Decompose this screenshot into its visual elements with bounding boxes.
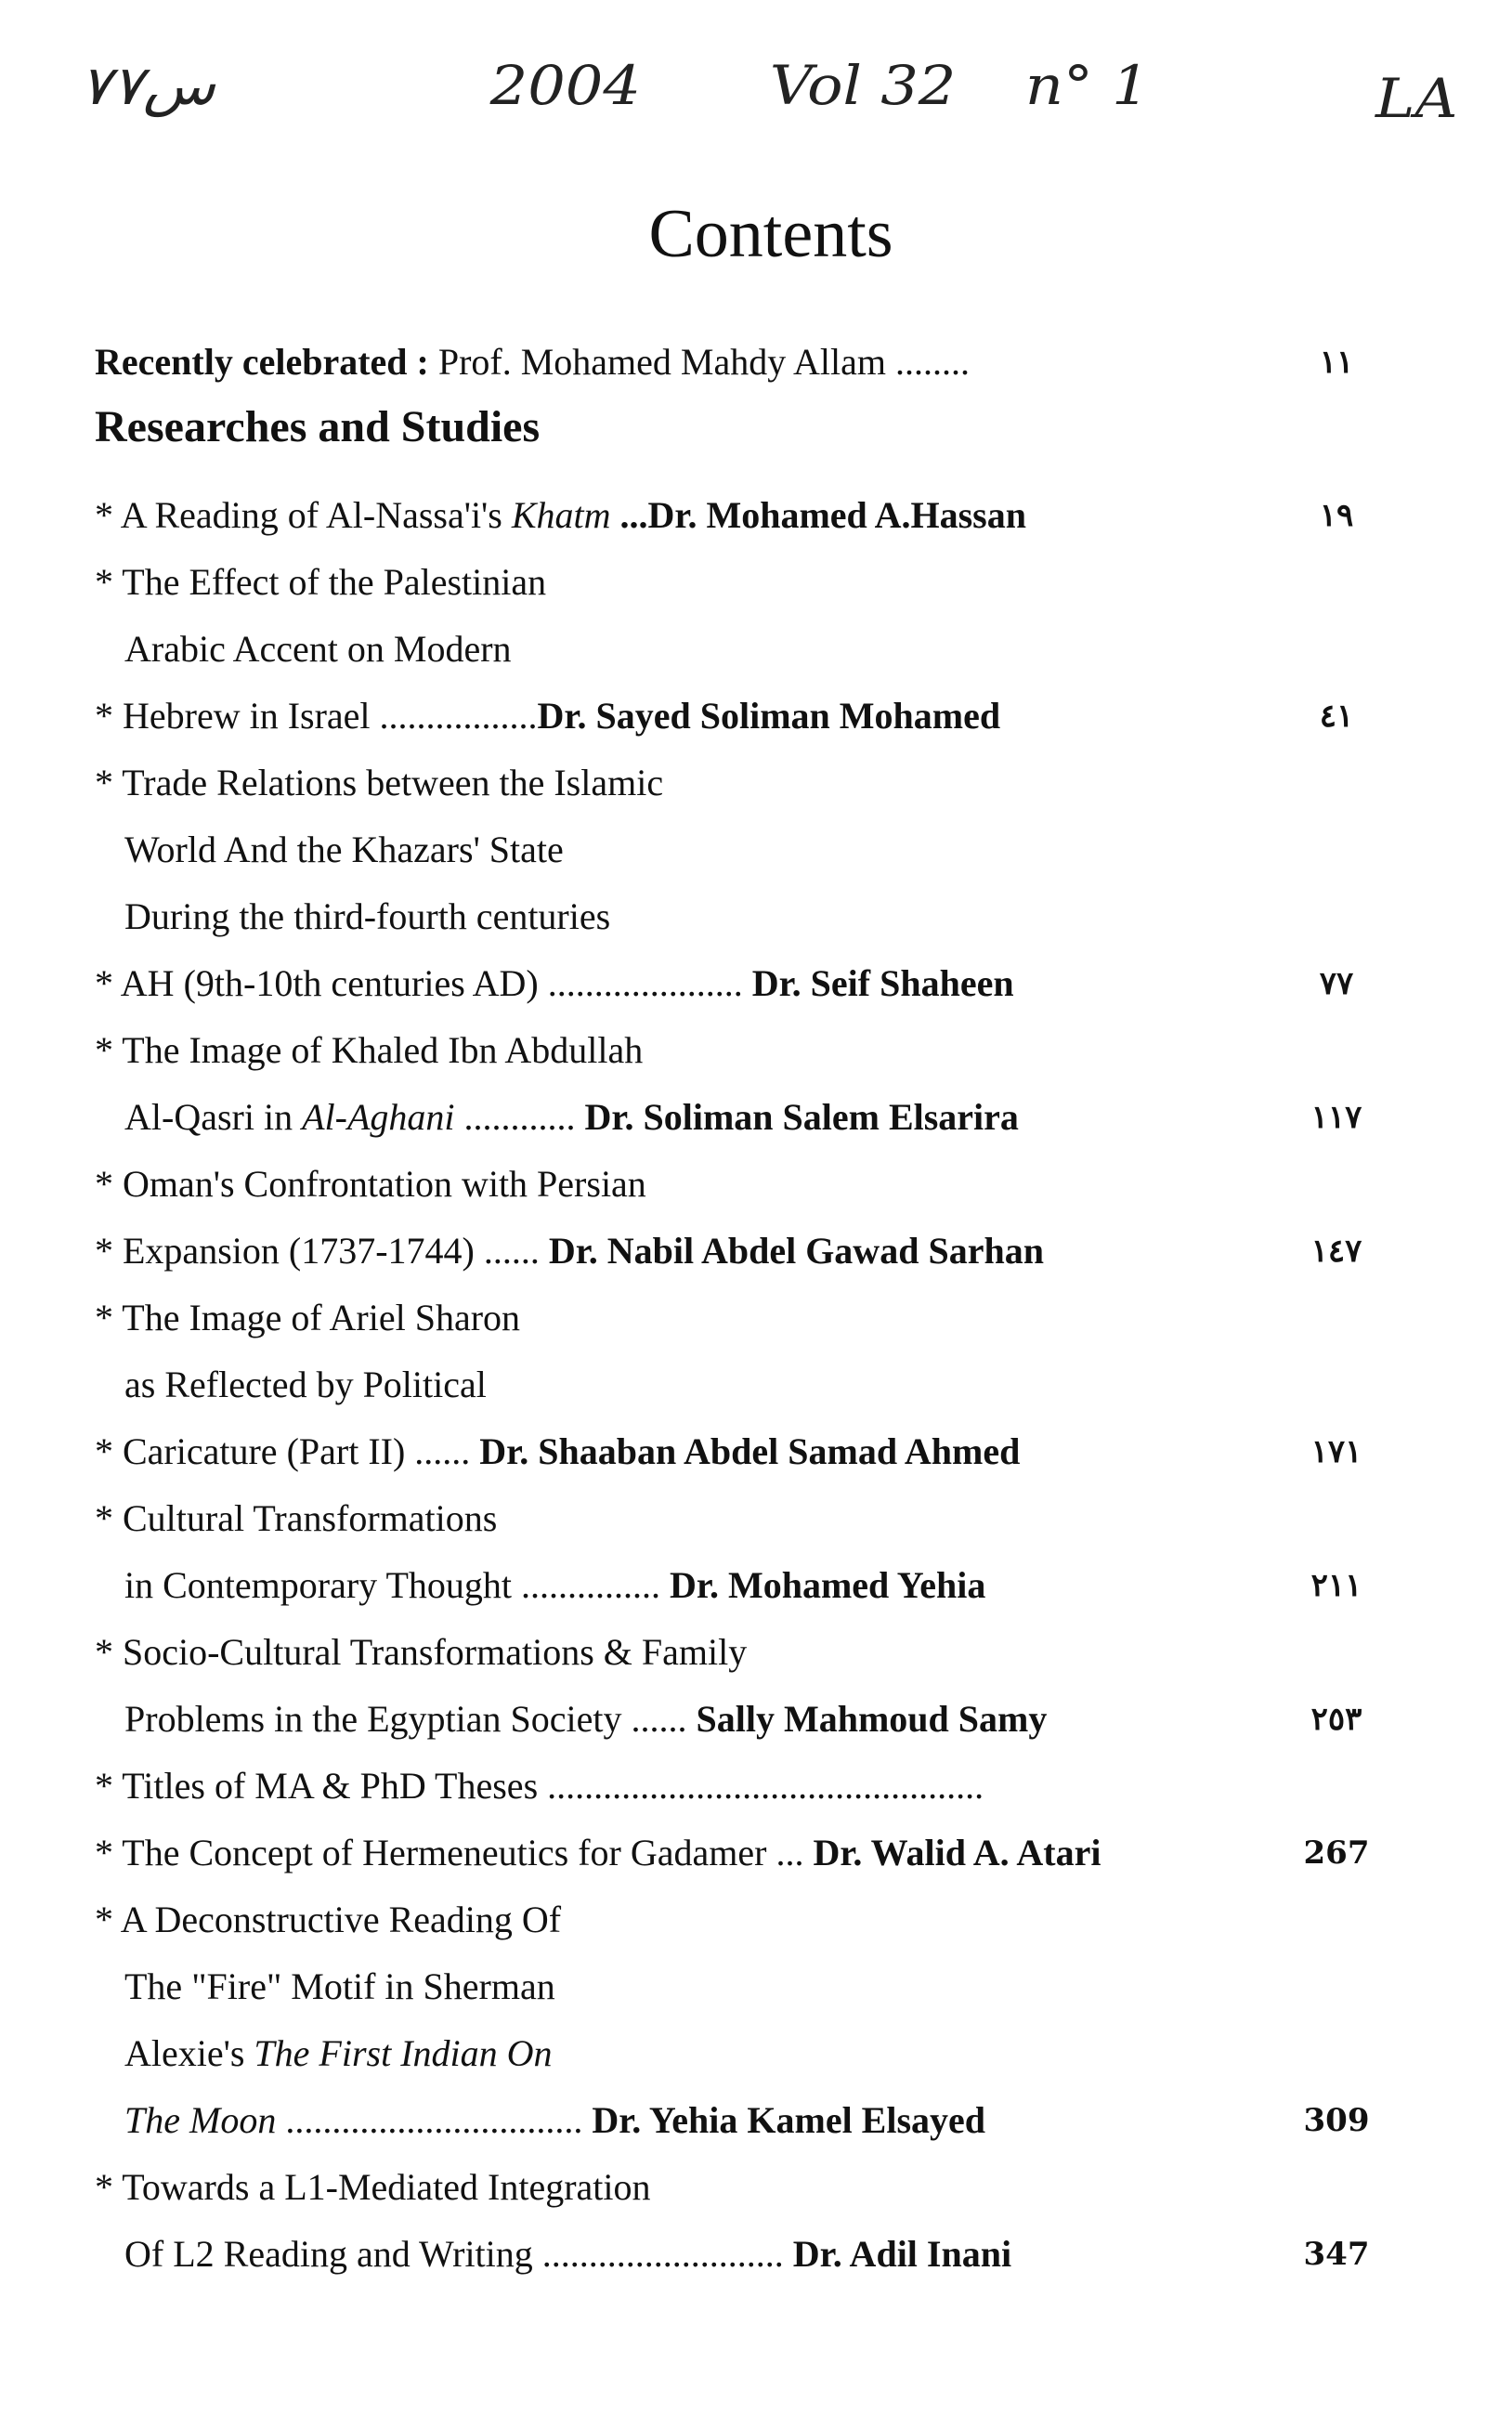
toc-entry-text bbox=[95, 956, 1014, 1012]
toc-entry-text bbox=[95, 399, 540, 457]
toc-entry-text bbox=[95, 1625, 747, 1680]
toc-entry-text bbox=[124, 2093, 985, 2148]
toc-row bbox=[95, 1023, 1395, 1078]
toc-row bbox=[95, 1156, 1395, 1212]
toc-row bbox=[95, 956, 1395, 1012]
toc-entry-text bbox=[124, 621, 512, 677]
toc-text-run: Prof. Mohamed Mahdy Allam ........ bbox=[437, 341, 971, 383]
toc-text-run: * Hebrew in Israel ................. bbox=[95, 695, 538, 737]
toc-text-run: ...Dr. Mohamed A.Hassan bbox=[610, 494, 1026, 536]
toc-entry-text bbox=[95, 555, 546, 610]
toc-page-number: ١١ bbox=[1319, 344, 1354, 381]
toc-page-number: ٢٥٣ bbox=[1310, 1701, 1362, 1738]
toc-text-run: * Oman's Confrontation with Persian bbox=[95, 1163, 646, 1205]
toc-row bbox=[95, 2093, 1395, 2148]
toc-entry-text bbox=[124, 2226, 1011, 2282]
toc-entry-text bbox=[95, 688, 1000, 744]
handwritten-note-code: س٧٧ bbox=[79, 54, 215, 117]
toc-text-run: ............ bbox=[454, 1096, 585, 1138]
toc-row bbox=[95, 755, 1395, 811]
toc-entry-text bbox=[95, 1156, 646, 1212]
toc-entry-text bbox=[95, 1023, 643, 1078]
toc-row bbox=[95, 1758, 1395, 1814]
toc-text-run: Dr. Yehia Kamel Elsayed bbox=[592, 2099, 986, 2141]
toc-entry-text bbox=[95, 1290, 520, 1346]
toc-text-run: * The Image of Ariel Sharon bbox=[95, 1297, 521, 1338]
toc-entry-text bbox=[95, 334, 970, 390]
toc-entry-text bbox=[124, 1558, 985, 1613]
toc-row bbox=[95, 1825, 1395, 1881]
toc-text-run: * The Effect of the Palestinian bbox=[95, 561, 547, 603]
toc-text-run: Dr. Adil Inani bbox=[792, 2233, 1012, 2275]
toc-text-run: Al-Aghani bbox=[302, 1096, 455, 1138]
toc-row bbox=[95, 688, 1395, 744]
toc-row bbox=[95, 1223, 1395, 1279]
toc-entry-text bbox=[95, 1424, 1020, 1480]
toc-entry-text bbox=[124, 2026, 553, 2082]
toc-text-run: as Reflected by Political bbox=[124, 1364, 487, 1405]
toc-row bbox=[95, 1691, 1395, 1747]
handwritten-note-corner: LA bbox=[1375, 67, 1458, 130]
toc-text-run: The "Fire" Motif in Sherman bbox=[124, 1965, 555, 2007]
toc-row bbox=[95, 2160, 1395, 2215]
toc-row bbox=[95, 1424, 1395, 1480]
toc-row bbox=[95, 1090, 1395, 1145]
toc-text-run: World And the Khazars' State bbox=[124, 829, 564, 870]
toc-page-number: ١٤٧ bbox=[1310, 1233, 1362, 1270]
toc-row bbox=[95, 488, 1395, 543]
toc-text-run: Dr. Nabil Abdel Gawad Sarhan bbox=[548, 1230, 1044, 1272]
toc-row bbox=[95, 1892, 1395, 1948]
toc-text-run: Dr. Mohamed Yehia bbox=[670, 1564, 986, 1606]
toc-entry-text bbox=[95, 1223, 1044, 1279]
toc-text-run: * Trade Relations between the Islamic bbox=[95, 762, 664, 803]
toc-text-run: Al-Qasri in bbox=[124, 1096, 303, 1138]
toc-text-run: * Socio-Cultural Transformations & Family bbox=[95, 1631, 748, 1673]
toc-text-run: * AH (9th-10th centuries AD) ..................... bbox=[95, 962, 752, 1004]
toc-row bbox=[95, 1357, 1395, 1413]
toc-text-run: Alexie's bbox=[124, 2032, 254, 2074]
toc-text-run: Dr. Sayed Soliman Mohamed bbox=[537, 695, 1001, 737]
toc-text-run: Arabic Accent on Modern bbox=[124, 628, 512, 670]
toc-entry-text bbox=[124, 889, 610, 945]
toc-row bbox=[95, 889, 1395, 945]
toc-text-run: * Cultural Transformations bbox=[95, 1497, 498, 1539]
toc-text-run: Dr. Shaaban Abdel Samad Ahmed bbox=[479, 1430, 1021, 1472]
toc-text-run: * Titles of MA & PhD Theses ............................................... bbox=[95, 1765, 984, 1807]
toc-page-number: 309 bbox=[1303, 2102, 1370, 2139]
toc-page-number: ٧٧ bbox=[1319, 965, 1354, 1002]
toc-entry-text bbox=[95, 2160, 651, 2215]
toc-text-run: in Contemporary Thought ............... bbox=[124, 1564, 670, 1606]
toc-row bbox=[95, 555, 1395, 610]
toc-entry-text bbox=[95, 1491, 497, 1547]
toc-entry-text bbox=[124, 1959, 555, 2015]
toc-text-run: During the third-fourth centuries bbox=[124, 895, 611, 937]
toc-text-run: Dr. Soliman Salem Elsarira bbox=[584, 1096, 1019, 1138]
toc-entry-text bbox=[95, 1825, 1101, 1881]
toc-page-number: 347 bbox=[1303, 2236, 1370, 2273]
toc-entry-text bbox=[124, 1357, 487, 1413]
toc-row bbox=[95, 621, 1395, 677]
toc-entry-text bbox=[124, 1090, 1019, 1145]
toc-page-number: ٤١ bbox=[1319, 698, 1354, 735]
toc-row bbox=[95, 822, 1395, 878]
toc-text-run: * The Concept of Hermeneutics for Gadamer ... bbox=[95, 1832, 814, 1873]
handwritten-note-number: n° 1 bbox=[1024, 54, 1150, 117]
toc-text-run: Recently celebrated : bbox=[95, 341, 438, 383]
toc-text-run: ................................ bbox=[276, 2099, 593, 2141]
toc-text-run: Sally Mahmoud Samy bbox=[696, 1698, 1048, 1740]
toc-row bbox=[95, 334, 1395, 390]
toc-text-run: Problems in the Egyptian Society ...... bbox=[124, 1698, 697, 1740]
toc-text-run: * A Deconstructive Reading Of bbox=[95, 1899, 562, 1940]
toc-page-number: ١٧١ bbox=[1310, 1433, 1362, 1470]
page-title: Contents bbox=[648, 196, 893, 272]
handwritten-note-volume: Vol 32 bbox=[769, 54, 957, 117]
toc-text-run: * Towards a L1-Mediated Integration bbox=[95, 2166, 651, 2208]
toc-text-run: Khatm bbox=[511, 494, 611, 536]
toc-text-run: Dr. Seif Shaheen bbox=[751, 962, 1014, 1004]
toc-entry-text bbox=[95, 755, 663, 811]
toc-text-run: * The Image of Khaled Ibn Abdullah bbox=[95, 1029, 644, 1071]
toc-text-run: Of L2 Reading and Writing .......................... bbox=[124, 2233, 793, 2275]
toc-text-run: * Expansion (1737-1744) ...... bbox=[95, 1230, 549, 1272]
toc-row bbox=[95, 1491, 1395, 1547]
toc-row bbox=[95, 2226, 1395, 2282]
toc-entry-text bbox=[95, 1758, 984, 1814]
toc-page-number: 267 bbox=[1303, 1834, 1370, 1872]
toc-entry-text bbox=[124, 822, 564, 878]
toc-page-number: ٢١١ bbox=[1310, 1567, 1362, 1604]
toc-row bbox=[95, 399, 1395, 455]
toc-row bbox=[95, 1625, 1395, 1680]
toc-page-number: ١٩ bbox=[1319, 497, 1354, 534]
toc-row bbox=[95, 1290, 1395, 1346]
toc-text-run: * Caricature (Part II) ...... bbox=[95, 1430, 480, 1472]
toc-row bbox=[95, 2026, 1395, 2082]
toc-row bbox=[95, 1959, 1395, 2015]
toc-entry-text bbox=[124, 1691, 1047, 1747]
toc-row bbox=[95, 1558, 1395, 1613]
toc-text-run: The First Indian On bbox=[254, 2032, 553, 2074]
section-heading: Researches and Studies bbox=[95, 402, 541, 451]
toc-text-run: * A Reading of Al-Nassa'i's bbox=[95, 494, 512, 536]
toc-page-number: ١١٧ bbox=[1310, 1099, 1362, 1136]
toc-entry-text bbox=[95, 488, 1026, 543]
toc-text-run: The Moon bbox=[124, 2099, 277, 2141]
toc-text-run: Dr. Walid A. Atari bbox=[813, 1832, 1101, 1873]
handwritten-note-year: 2004 bbox=[489, 54, 641, 117]
toc-entry-text bbox=[95, 1892, 561, 1948]
